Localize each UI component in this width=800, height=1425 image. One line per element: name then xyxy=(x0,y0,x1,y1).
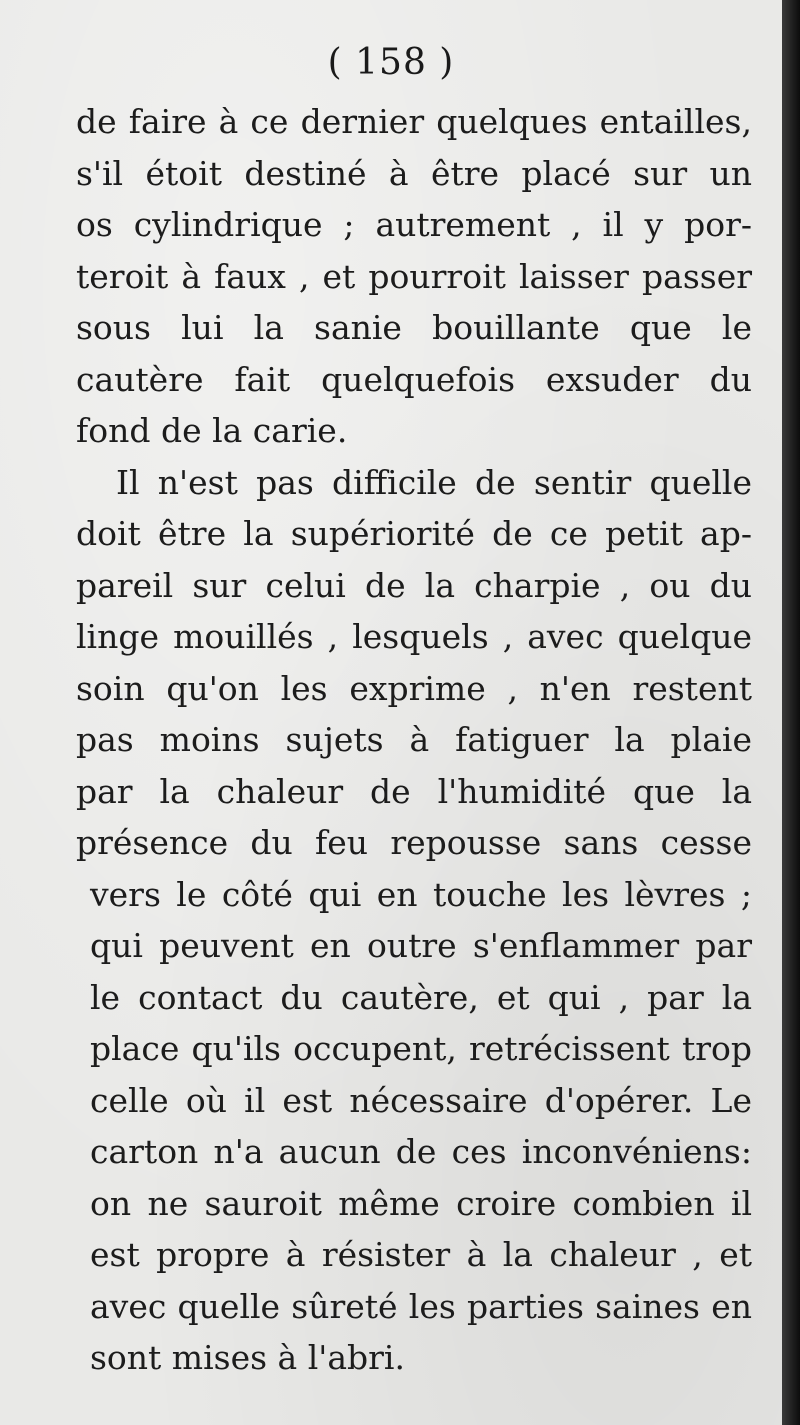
page-number: ( 158 ) xyxy=(327,42,455,83)
text-line: sous lui la sanie bouillante que le xyxy=(76,308,752,347)
page-edge-shadow xyxy=(782,0,800,1425)
text-line: linge mouillés , lesquels , avec quelque xyxy=(76,617,752,656)
text-line: vers le côté qui en touche les lèvres ; xyxy=(90,874,752,914)
text-line: pareil sur celui de la charpie , ou du xyxy=(76,565,752,605)
text-line: cautère fait quelquefois exsuder du xyxy=(76,359,752,399)
body-text xyxy=(76,96,752,1384)
text-line: est propre à résister à la chaleur , et xyxy=(90,1235,752,1274)
text-line: carton n'a aucun de ces inconvéniens: xyxy=(90,1132,752,1171)
text-line: pas moins sujets à fatiguer la plaie xyxy=(76,720,752,759)
text-line: présence du feu repousse sans cesse xyxy=(76,823,752,862)
text-line: teroit à faux , et pourroit laisser passer xyxy=(76,256,752,296)
text-line: avec quelle sûreté les parties saines en xyxy=(90,1286,752,1326)
text-line: soin qu'on les exprime , n'en restent xyxy=(76,668,752,708)
text-line: le contact du cautère, et qui , par la xyxy=(90,977,752,1017)
text-line: place qu'ils occupent, retrécissent trop xyxy=(90,1029,752,1068)
text-line: doit être la supériorité de ce petit ap- xyxy=(76,514,752,553)
text-line: qui peuvent en outre s'enflammer par xyxy=(90,926,752,965)
text-line-paragraph-end: sont mises à l'abri. xyxy=(90,1338,405,1377)
text-line: on ne sauroit même croire combien il xyxy=(90,1183,752,1223)
text-line: celle où il est nécessaire d'opérer. Le xyxy=(90,1080,752,1120)
text-line: par la chaleur de l'humidité que la xyxy=(76,771,752,811)
text-line: s'il étoit destiné à être placé sur un xyxy=(76,153,752,193)
text-line: de faire à ce dernier quelques entailles, xyxy=(76,102,752,141)
text-line: os cylindrique ; autrement , il y por- xyxy=(76,205,752,244)
text-line-paragraph-end: fond de la carie. xyxy=(76,411,348,450)
paragraph-first-line: Il n'est pas difficile de sentir quelle xyxy=(116,462,752,502)
